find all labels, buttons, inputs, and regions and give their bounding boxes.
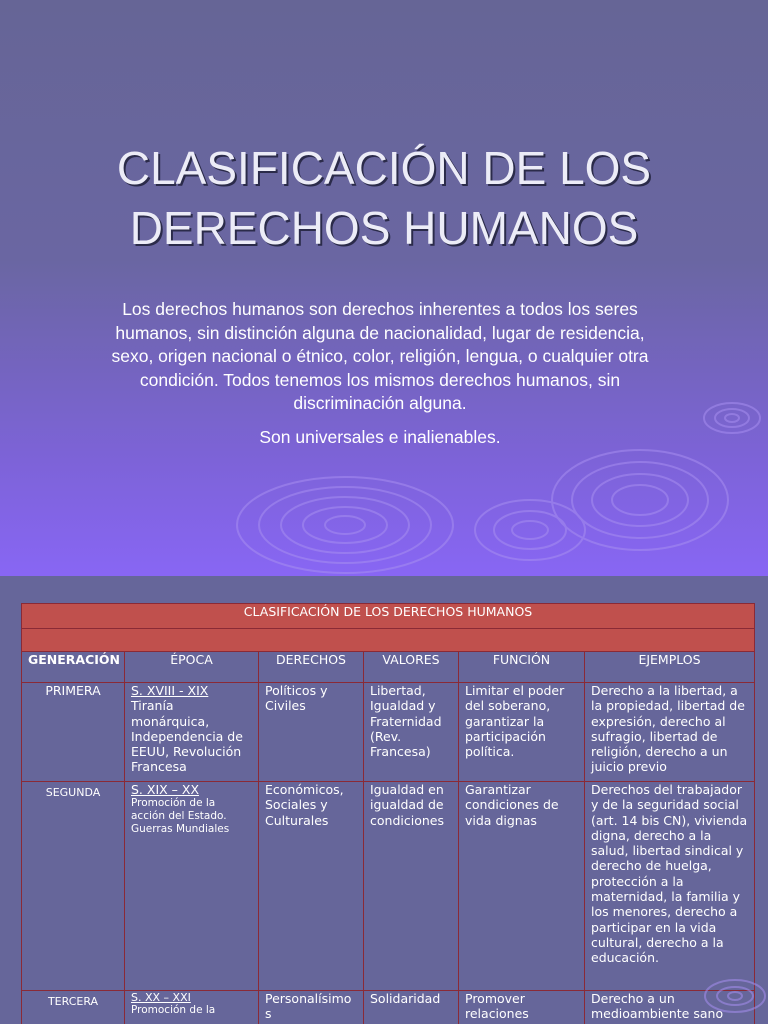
examples-cell: Derecho a un medioambiente sano: [585, 991, 755, 1024]
values-cell: Solidaridad: [364, 991, 459, 1024]
table-slide: [0, 576, 768, 1024]
header-generation: GENERACIÓN: [22, 652, 125, 683]
table-banner: CLASIFICACIÓN DE LOS DERECHOS HUMANOS: [22, 604, 755, 629]
values-cell: Libertad, Igualdad y Fraternidad (Rev. Francesa): [364, 683, 459, 782]
era-cell: [125, 782, 259, 991]
header-function: FUNCIÓN: [459, 652, 585, 683]
title-line-1: CLASIFICACIÓN DE LOS: [116, 142, 652, 194]
slide-title: [0, 138, 768, 258]
table-row: [22, 991, 755, 1024]
era-cell: [125, 683, 259, 782]
header-values: VALORES: [364, 652, 459, 683]
slide-body: [110, 298, 650, 449]
generation-cell: SEGUNDA: [22, 782, 125, 991]
era-text: Tiranía monárquica, Independencia de EEUU, Revolución Francesa: [131, 698, 243, 775]
function-cell: Limitar el poder del soberano, garantizar la participación política.: [459, 683, 585, 782]
rights-classification-table: [21, 603, 755, 1024]
era-link[interactable]: S. XVIII - XIX: [131, 683, 209, 698]
era-cell: [125, 991, 259, 1024]
title-line-2: DERECHOS HUMANOS: [129, 202, 639, 254]
table-banner-spacer: [22, 629, 755, 652]
header-rights: DERECHOS: [259, 652, 364, 683]
era-link[interactable]: S. XX – XXI: [131, 991, 191, 1004]
era-link[interactable]: S. XIX – XX: [131, 782, 200, 797]
table-row: [22, 782, 755, 991]
rights-cell: Políticos y Civiles: [259, 683, 364, 782]
table-header-row: [22, 652, 755, 683]
era-text: Promoción de la acción del Estado. Guerras Mundiales: [131, 797, 230, 836]
header-era: ÉPOCA: [125, 652, 259, 683]
rights-cell: Económicos, Sociales y Culturales: [259, 782, 364, 991]
body-closing: Son universales e inalienables.: [259, 426, 501, 447]
examples-cell: Derecho a la libertad, a la propiedad, libertad de expresión, derecho al sufragio, libertad de religión, derecho a un juicio previo: [585, 683, 755, 782]
function-cell: Garantizar condiciones de vida dignas: [459, 782, 585, 991]
generation-cell: TERCERA: [22, 991, 125, 1024]
ripple-decoration-small: [695, 971, 768, 1024]
values-cell: Igualdad en igualdad de condiciones: [364, 782, 459, 991]
body-paragraph: Los derechos humanos son derechos inherentes a todos los seres humanos, sin distinción alguna de nacionalidad, lugar de residencia, sexo, origen nacional o étnico, color, religión, lengua, o cualquier otra condición. Todos tenemos los mismos derechos humanos, sin discriminación alguna.: [111, 299, 649, 413]
table-banner-row: [22, 604, 755, 629]
rights-cell: Personalísimos: [259, 991, 364, 1024]
function-cell: Promover relaciones: [459, 991, 585, 1024]
generation-cell: PRIMERA: [22, 683, 125, 782]
examples-cell: Derechos del trabajador y de la seguridad social (art. 14 bis CN), vivienda digna, derecho a la salud, libertad sindical y derecho de huelga, protección a la maternidad, la familia y los menores, derecho a participar en la vida cultural, derecho a la educación.: [585, 782, 755, 991]
header-examples: EJEMPLOS: [585, 652, 755, 683]
era-text: Promoción de la: [131, 1004, 216, 1016]
table-row: [22, 683, 755, 782]
